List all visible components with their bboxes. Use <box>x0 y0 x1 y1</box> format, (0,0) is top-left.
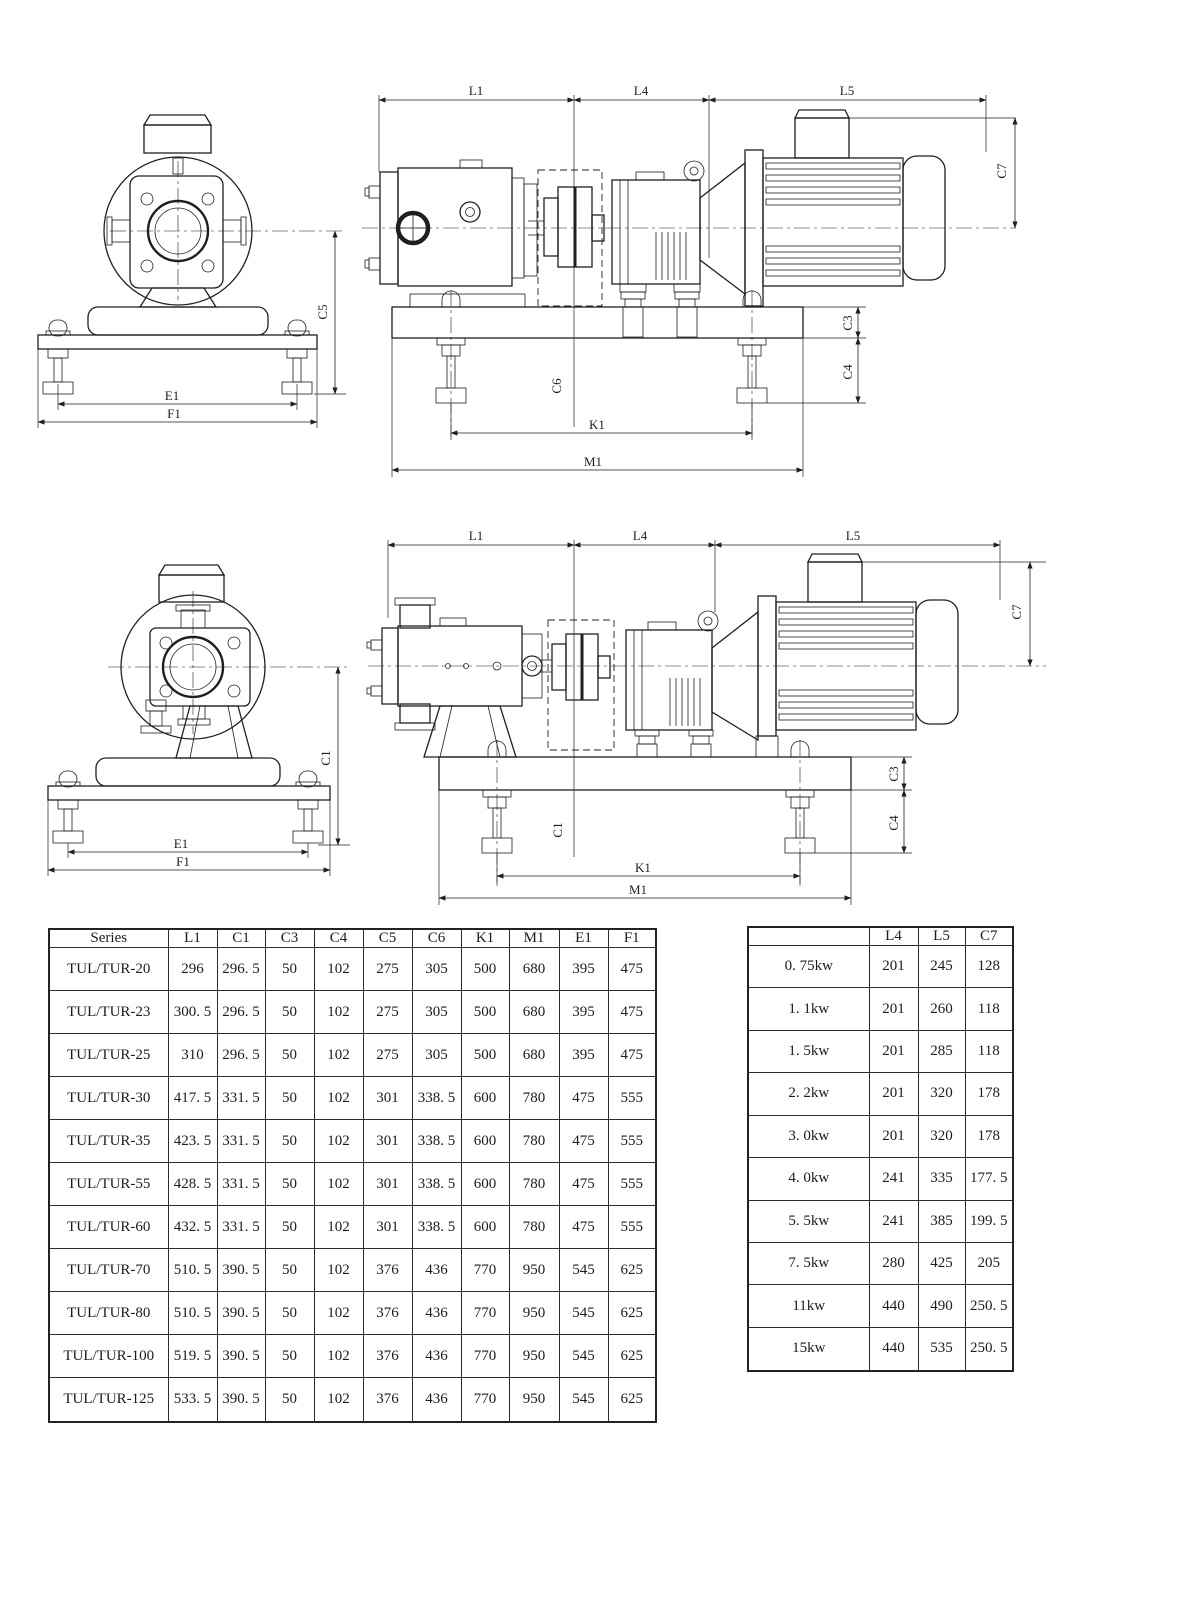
value-cell: 178 <box>965 1073 1013 1115</box>
value-cell: 510. 5 <box>168 1292 217 1335</box>
lifting-eye <box>698 611 718 631</box>
leveling-foot <box>293 771 323 843</box>
value-cell: 102 <box>314 1034 363 1077</box>
value-cell: 428. 5 <box>168 1163 217 1206</box>
series-cell: TUL/TUR-23 <box>49 991 168 1034</box>
dim-label-m1: M1 <box>628 882 648 897</box>
value-cell: 950 <box>509 1378 559 1422</box>
power-cell: 4. 0kw <box>748 1158 869 1200</box>
value-cell: 301 <box>363 1206 412 1249</box>
value-cell: 300. 5 <box>168 991 217 1034</box>
value-cell: 436 <box>412 1292 461 1335</box>
value-cell: 680 <box>509 991 559 1034</box>
table-row <box>748 1158 1013 1200</box>
value-cell: 338. 5 <box>412 1077 461 1120</box>
value-cell: 555 <box>608 1163 656 1206</box>
value-cell: 432. 5 <box>168 1206 217 1249</box>
table-row <box>748 1327 1013 1371</box>
value-cell: 425 <box>918 1242 965 1284</box>
col-header: L4 <box>869 927 918 946</box>
value-cell: 780 <box>509 1206 559 1249</box>
leveling-foot <box>43 320 73 394</box>
value-cell: 320 <box>918 1073 965 1115</box>
col-header: C7 <box>965 927 1013 946</box>
value-cell: 338. 5 <box>412 1163 461 1206</box>
dim-label-f1: F1 <box>167 406 181 421</box>
value-cell: 102 <box>314 1249 363 1292</box>
value-cell: 285 <box>918 1030 965 1072</box>
dim-label-c1: C1 <box>550 822 565 838</box>
col-header: L1 <box>168 929 217 948</box>
motor-fan-cover <box>903 156 945 280</box>
col-header-series: Series <box>49 929 168 948</box>
value-cell: 535 <box>918 1327 965 1371</box>
front-view-vertical-ports <box>48 565 350 876</box>
value-cell: 50 <box>265 948 314 991</box>
power-cell: 7. 5kw <box>748 1242 869 1284</box>
value-cell: 310 <box>168 1034 217 1077</box>
value-cell: 275 <box>363 948 412 991</box>
power-cell: 15kw <box>748 1327 869 1371</box>
value-cell: 241 <box>869 1158 918 1200</box>
value-cell: 545 <box>559 1335 608 1378</box>
value-cell: 102 <box>314 948 363 991</box>
value-cell: 296. 5 <box>217 991 265 1034</box>
dim-label-m1: M1 <box>583 454 603 469</box>
dim-label-c5: C5 <box>315 304 330 320</box>
pump-pedestal <box>176 706 252 758</box>
value-cell: 201 <box>869 1030 918 1072</box>
value-cell: 475 <box>608 991 656 1034</box>
value-cell: 780 <box>509 1120 559 1163</box>
value-cell: 436 <box>412 1378 461 1422</box>
value-cell: 118 <box>965 988 1013 1030</box>
value-cell: 440 <box>869 1327 918 1371</box>
dim-label-c7: C7 <box>994 163 1009 179</box>
value-cell: 320 <box>918 1115 965 1157</box>
value-cell: 50 <box>265 1292 314 1335</box>
value-cell: 780 <box>509 1077 559 1120</box>
value-cell: 780 <box>509 1163 559 1206</box>
coupling <box>540 620 614 750</box>
dim-label-l1: L1 <box>468 528 484 543</box>
table-row <box>748 1285 1013 1327</box>
value-cell: 475 <box>559 1163 608 1206</box>
power-cell: 1. 5kw <box>748 1030 869 1072</box>
value-cell: 376 <box>363 1378 412 1422</box>
header-row <box>748 927 1013 946</box>
value-cell: 475 <box>608 948 656 991</box>
value-cell: 102 <box>314 991 363 1034</box>
gearbox-top <box>144 115 211 125</box>
value-cell: 395 <box>559 948 608 991</box>
value-cell: 102 <box>314 1120 363 1163</box>
value-cell: 475 <box>559 1077 608 1120</box>
value-cell: 440 <box>869 1285 918 1327</box>
value-cell: 50 <box>265 1378 314 1422</box>
value-cell: 500 <box>461 948 509 991</box>
value-cell: 625 <box>608 1335 656 1378</box>
value-cell: 201 <box>869 946 918 988</box>
series-cell: TUL/TUR-70 <box>49 1249 168 1292</box>
power-cell: 3. 0kw <box>748 1115 869 1157</box>
value-cell: 305 <box>412 991 461 1034</box>
col-header-power <box>748 927 869 946</box>
value-cell: 50 <box>265 1163 314 1206</box>
col-header: C3 <box>265 929 314 948</box>
dim-label-c4: C4 <box>840 364 855 380</box>
value-cell: 331. 5 <box>217 1120 265 1163</box>
lifting-eye <box>684 161 704 181</box>
series-cell: TUL/TUR-30 <box>49 1077 168 1120</box>
value-cell: 296. 5 <box>217 948 265 991</box>
value-cell: 338. 5 <box>412 1120 461 1163</box>
value-cell: 390. 5 <box>217 1378 265 1422</box>
value-cell: 177. 5 <box>965 1158 1013 1200</box>
clamp-port-bottom <box>400 704 430 723</box>
terminal-box <box>795 118 849 158</box>
value-cell: 331. 5 <box>217 1206 265 1249</box>
value-cell: 250. 5 <box>965 1327 1013 1371</box>
value-cell: 280 <box>869 1242 918 1284</box>
table-row <box>748 1030 1013 1072</box>
series-cell: TUL/TUR-35 <box>49 1120 168 1163</box>
power-cell: 1. 1kw <box>748 988 869 1030</box>
value-cell: 102 <box>314 1206 363 1249</box>
value-cell: 275 <box>363 1034 412 1077</box>
value-cell: 50 <box>265 1120 314 1163</box>
table-row <box>49 1206 656 1249</box>
value-cell: 680 <box>509 948 559 991</box>
value-cell: 102 <box>314 1378 363 1422</box>
dim-label-l5: L5 <box>845 528 861 543</box>
series-cell: TUL/TUR-80 <box>49 1292 168 1335</box>
table-row <box>49 1120 656 1163</box>
header-row <box>49 929 656 948</box>
dim-label-l4: L4 <box>632 528 648 543</box>
value-cell: 545 <box>559 1292 608 1335</box>
value-cell: 338. 5 <box>412 1206 461 1249</box>
table-row <box>49 1077 656 1120</box>
pump-pedestal <box>424 706 516 757</box>
value-cell: 50 <box>265 1335 314 1378</box>
value-cell: 395 <box>559 1034 608 1077</box>
value-cell: 245 <box>918 946 965 988</box>
value-cell: 201 <box>869 1115 918 1157</box>
table-row <box>49 1292 656 1335</box>
value-cell: 201 <box>869 988 918 1030</box>
value-cell: 331. 5 <box>217 1163 265 1206</box>
table-row <box>748 1200 1013 1242</box>
base-plate <box>38 335 317 349</box>
value-cell: 770 <box>461 1378 509 1422</box>
dim-label-l5: L5 <box>839 83 855 98</box>
value-cell: 475 <box>608 1034 656 1077</box>
coupling <box>528 170 604 306</box>
value-cell: 50 <box>265 1249 314 1292</box>
value-cell: 600 <box>461 1206 509 1249</box>
value-cell: 500 <box>461 991 509 1034</box>
value-cell: 305 <box>412 948 461 991</box>
motor-body <box>763 158 903 286</box>
value-cell: 436 <box>412 1335 461 1378</box>
series-cell: TUL/TUR-125 <box>49 1378 168 1422</box>
value-cell: 275 <box>363 991 412 1034</box>
value-cell: 205 <box>965 1242 1013 1284</box>
power-cell: 2. 2kw <box>748 1073 869 1115</box>
value-cell: 545 <box>559 1249 608 1292</box>
value-cell: 625 <box>608 1378 656 1422</box>
value-cell: 102 <box>314 1163 363 1206</box>
motor-table <box>747 926 1014 1372</box>
dim-label-k1: K1 <box>635 860 651 875</box>
value-cell: 128 <box>965 946 1013 988</box>
table-row <box>49 1335 656 1378</box>
dim-label-f1: F1 <box>176 854 190 869</box>
side-view-vertical-ports <box>367 528 1046 905</box>
value-cell: 555 <box>608 1120 656 1163</box>
value-cell: 118 <box>965 1030 1013 1072</box>
dim-label-c4: C4 <box>886 815 901 831</box>
value-cell: 950 <box>509 1292 559 1335</box>
table-row <box>49 948 656 991</box>
value-cell: 545 <box>559 1378 608 1422</box>
table-row <box>49 1034 656 1077</box>
value-cell: 50 <box>265 1034 314 1077</box>
col-header: M1 <box>509 929 559 948</box>
col-header: E1 <box>559 929 608 948</box>
series-cell: TUL/TUR-25 <box>49 1034 168 1077</box>
motor <box>712 554 958 757</box>
value-cell: 331. 5 <box>217 1077 265 1120</box>
pump-head-side <box>365 160 537 286</box>
value-cell: 305 <box>412 1034 461 1077</box>
col-header: C5 <box>363 929 412 948</box>
value-cell: 625 <box>608 1249 656 1292</box>
value-cell: 519. 5 <box>168 1335 217 1378</box>
leveling-foot <box>282 320 312 394</box>
value-cell: 390. 5 <box>217 1335 265 1378</box>
dim-label-e1: E1 <box>164 388 180 403</box>
value-cell: 490 <box>918 1285 965 1327</box>
table-row <box>49 1378 656 1422</box>
terminal-box <box>808 562 862 602</box>
power-cell: 11kw <box>748 1285 869 1327</box>
table-row <box>748 1073 1013 1115</box>
value-cell: 201 <box>869 1073 918 1115</box>
dim-label-l4: L4 <box>633 83 649 98</box>
value-cell: 376 <box>363 1292 412 1335</box>
dim-label-k1: K1 <box>589 417 605 432</box>
col-header: K1 <box>461 929 509 948</box>
motor <box>700 110 945 306</box>
value-cell: 390. 5 <box>217 1292 265 1335</box>
table-row <box>49 1163 656 1206</box>
value-cell: 301 <box>363 1120 412 1163</box>
table-row <box>49 991 656 1034</box>
value-cell: 296 <box>168 948 217 991</box>
table-row <box>49 1249 656 1292</box>
col-header: C6 <box>412 929 461 948</box>
dim-label-c3: C3 <box>840 315 855 331</box>
motor-fan-cover <box>916 600 958 724</box>
value-cell: 395 <box>559 991 608 1034</box>
value-cell: 770 <box>461 1335 509 1378</box>
base-channel <box>88 307 268 335</box>
table-row <box>748 1242 1013 1284</box>
value-cell: 950 <box>509 1335 559 1378</box>
power-cell: 0. 75kw <box>748 946 869 988</box>
pump-head-side <box>367 598 542 757</box>
value-cell: 178 <box>965 1115 1013 1157</box>
value-cell: 102 <box>314 1335 363 1378</box>
clamp-port-top <box>400 605 430 628</box>
value-cell: 390. 5 <box>217 1249 265 1292</box>
dim-label-c1: C1 <box>318 750 333 766</box>
value-cell: 555 <box>608 1206 656 1249</box>
value-cell: 335 <box>918 1158 965 1200</box>
table-row <box>748 946 1013 988</box>
front-view-horizontal-ports <box>38 115 346 428</box>
value-cell: 250. 5 <box>965 1285 1013 1327</box>
dim-label-c6: C6 <box>549 378 564 394</box>
value-cell: 510. 5 <box>168 1249 217 1292</box>
col-header: F1 <box>608 929 656 948</box>
value-cell: 50 <box>265 991 314 1034</box>
dim-label-c3: C3 <box>886 766 901 782</box>
series-cell: TUL/TUR-20 <box>49 948 168 991</box>
col-header: L5 <box>918 927 965 946</box>
value-cell: 241 <box>869 1200 918 1242</box>
baseframe <box>392 290 803 436</box>
value-cell: 950 <box>509 1249 559 1292</box>
value-cell: 770 <box>461 1249 509 1292</box>
series-cell: TUL/TUR-60 <box>49 1206 168 1249</box>
value-cell: 296. 5 <box>217 1034 265 1077</box>
value-cell: 475 <box>559 1206 608 1249</box>
value-cell: 625 <box>608 1292 656 1335</box>
gearbox <box>612 161 704 337</box>
value-cell: 680 <box>509 1034 559 1077</box>
value-cell: 500 <box>461 1034 509 1077</box>
value-cell: 533. 5 <box>168 1378 217 1422</box>
value-cell: 555 <box>608 1077 656 1120</box>
dimension-table <box>48 928 657 1423</box>
value-cell: 50 <box>265 1206 314 1249</box>
value-cell: 600 <box>461 1120 509 1163</box>
value-cell: 475 <box>559 1120 608 1163</box>
gearbox <box>626 611 718 757</box>
dim-label-e1: E1 <box>173 836 189 851</box>
value-cell: 50 <box>265 1077 314 1120</box>
leveling-foot <box>53 771 83 843</box>
value-cell: 423. 5 <box>168 1120 217 1163</box>
side-view-horizontal-ports <box>362 83 1016 477</box>
col-header: C4 <box>314 929 363 948</box>
value-cell: 260 <box>918 988 965 1030</box>
dim-label-c7: C7 <box>1009 604 1024 620</box>
value-cell: 102 <box>314 1077 363 1120</box>
value-cell: 199. 5 <box>965 1200 1013 1242</box>
col-header: C1 <box>217 929 265 948</box>
value-cell: 385 <box>918 1200 965 1242</box>
value-cell: 301 <box>363 1077 412 1120</box>
value-cell: 102 <box>314 1292 363 1335</box>
value-cell: 301 <box>363 1163 412 1206</box>
value-cell: 376 <box>363 1249 412 1292</box>
dim-label-l1: L1 <box>468 83 484 98</box>
table-row <box>748 1115 1013 1157</box>
value-cell: 600 <box>461 1163 509 1206</box>
table-row <box>748 988 1013 1030</box>
value-cell: 436 <box>412 1249 461 1292</box>
series-cell: TUL/TUR-55 <box>49 1163 168 1206</box>
series-cell: TUL/TUR-100 <box>49 1335 168 1378</box>
value-cell: 417. 5 <box>168 1077 217 1120</box>
value-cell: 376 <box>363 1335 412 1378</box>
value-cell: 770 <box>461 1292 509 1335</box>
value-cell: 600 <box>461 1077 509 1120</box>
power-cell: 5. 5kw <box>748 1200 869 1242</box>
